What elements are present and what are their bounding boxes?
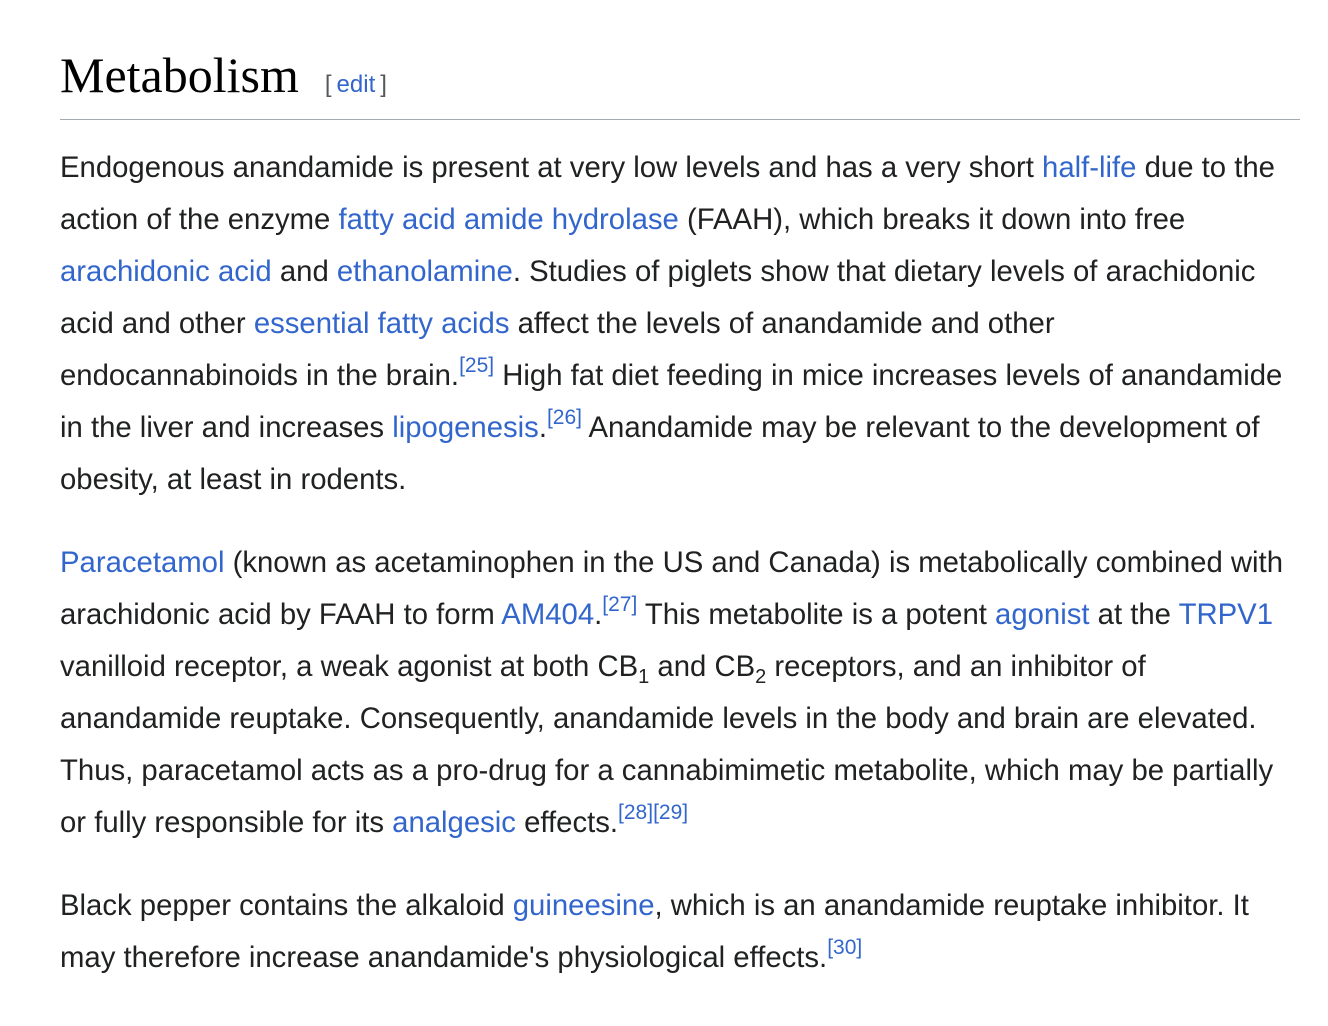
citation-30 (827, 936, 862, 959)
link-lipogenesis[interactable]: lipogenesis (392, 411, 539, 444)
text: affect the levels of anandamide and other endocannabinoids in the brain. (60, 307, 1055, 392)
link-arachidonic-acid[interactable]: arachidonic acid (60, 255, 272, 288)
citation-link-28[interactable]: [28] (618, 801, 654, 825)
citation-link-30[interactable]: [30] (827, 936, 863, 960)
text: (FAAH), which breaks it down into free (678, 203, 1186, 236)
citation-25 (459, 354, 494, 377)
text: . Studies of piglets show that dietary levels of arachidonic acid and other (60, 255, 1256, 340)
text: at the (1089, 598, 1179, 631)
link-essential-fatty-acids[interactable]: essential fatty acids (253, 307, 510, 340)
text: This metabolite is a potent (637, 598, 996, 631)
citation-27 (602, 593, 637, 616)
section-header (60, 48, 1300, 120)
citation-28 (618, 801, 653, 824)
text: High fat diet feeding in mice increases levels of anandamide in the liver and increases (60, 359, 1283, 444)
link-half-life[interactable]: half-life (1042, 151, 1137, 184)
citation-link-29[interactable]: [29] (653, 801, 689, 825)
subscript-2: 2 (755, 665, 767, 688)
text: . (594, 598, 603, 631)
link-ethanolamine[interactable]: ethanolamine (336, 255, 513, 288)
section-title: Metabolism (60, 47, 299, 103)
edit-link[interactable]: edit (336, 71, 376, 98)
text: (known as acetaminophen in the US and Canada) is metabolically combined with arachidonic acid by FAAH to form (60, 546, 1283, 631)
citation-link-27[interactable]: [27] (602, 593, 638, 617)
text: . (538, 411, 547, 444)
text: effects. (515, 806, 619, 839)
edit-bracket-open: [ (324, 71, 332, 98)
paragraph-3 (60, 880, 1300, 984)
text: receptors, and an inhibitor of anandamide reuptake. Consequently, anandamide levels in the body and brain are elevated. Thus, paracetamol acts as a pro-drug for a cannabimimetic metabolite, which may be partially or fully responsible for its (60, 650, 1274, 839)
text: , which is an anandamide reuptake inhibitor. It may therefore increase anandamide's physiological effects. (60, 889, 1249, 974)
link-trpv1[interactable]: TRPV1 (1178, 598, 1274, 631)
paragraph-2 (60, 537, 1300, 849)
citation-link-25[interactable]: [25] (459, 354, 495, 378)
text: Anandamide may be relevant to the development of obesity, at least in rodents. (60, 411, 1260, 496)
citation-26 (547, 406, 582, 429)
link-analgesic[interactable]: analgesic (392, 806, 516, 839)
text: vanilloid receptor, a weak agonist at both CB (60, 650, 639, 683)
subscript-1: 1 (638, 665, 650, 688)
link-guineesine[interactable]: guineesine (512, 889, 655, 922)
text: and (271, 255, 337, 288)
text: Endogenous anandamide is present at very low levels and has a very short (60, 151, 1043, 184)
text: due to the action of the enzyme (60, 151, 1275, 236)
link-agonist[interactable]: agonist (995, 598, 1090, 631)
paragraph-1 (60, 142, 1300, 506)
text: Black pepper contains the alkaloid (60, 889, 513, 922)
citation-29 (653, 801, 688, 824)
edit-section-link (325, 71, 387, 99)
text: and CB (649, 650, 756, 683)
link-paracetamol[interactable]: Paracetamol (60, 546, 225, 579)
citation-link-26[interactable]: [26] (546, 406, 582, 430)
link-fatty-acid-amide-hydrolase[interactable]: fatty acid amide hydrolase (338, 203, 679, 236)
edit-bracket-close: ] (380, 71, 387, 98)
link-am404[interactable]: AM404 (501, 598, 595, 631)
